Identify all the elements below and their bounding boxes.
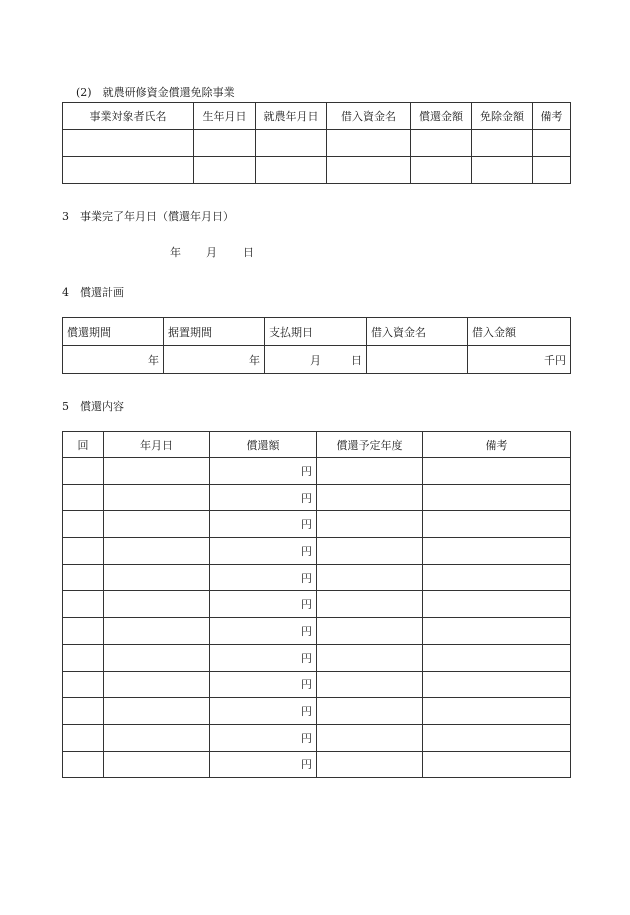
cell[interactable] xyxy=(104,511,210,538)
cell[interactable] xyxy=(63,484,104,511)
cell[interactable] xyxy=(472,157,533,184)
header-loan-fund-name: 借入資金名 xyxy=(367,318,468,346)
header-applicant-name: 事業対象者氏名 xyxy=(63,103,194,130)
cell[interactable] xyxy=(533,130,571,157)
cell[interactable] xyxy=(63,671,104,698)
repayment-amount-cell[interactable]: 円 xyxy=(210,618,317,645)
cell[interactable] xyxy=(104,644,210,671)
cell[interactable] xyxy=(423,511,571,538)
cell[interactable] xyxy=(63,698,104,725)
month-label: 月 xyxy=(310,353,321,367)
header-date: 年月日 xyxy=(104,432,210,458)
repayment-amount-cell[interactable]: 円 xyxy=(210,591,317,618)
cell[interactable] xyxy=(423,564,571,591)
header-scheduled-fiscal-year: 償還予定年度 xyxy=(317,432,423,458)
cell[interactable] xyxy=(317,671,423,698)
cell[interactable] xyxy=(317,484,423,511)
repayment-amount-cell[interactable]: 円 xyxy=(210,751,317,778)
cell[interactable] xyxy=(423,698,571,725)
table-row xyxy=(63,618,571,645)
cell[interactable] xyxy=(533,157,571,184)
cell[interactable] xyxy=(63,591,104,618)
table-row xyxy=(63,751,571,778)
table-row xyxy=(63,346,571,374)
cell[interactable] xyxy=(423,644,571,671)
repayment-plan-table xyxy=(62,317,571,374)
cell[interactable] xyxy=(194,157,256,184)
header-birth-date: 生年月日 xyxy=(194,103,256,130)
cell[interactable] xyxy=(63,157,194,184)
repayment-amount-cell[interactable]: 円 xyxy=(210,564,317,591)
cell[interactable] xyxy=(63,564,104,591)
cell[interactable] xyxy=(423,671,571,698)
table-row xyxy=(63,484,571,511)
grace-period-years[interactable]: 年 xyxy=(164,346,265,374)
cell[interactable] xyxy=(104,458,210,485)
cell[interactable] xyxy=(317,751,423,778)
exemption-table xyxy=(62,102,571,184)
cell[interactable] xyxy=(63,458,104,485)
cell[interactable] xyxy=(104,724,210,751)
cell[interactable] xyxy=(63,644,104,671)
cell[interactable] xyxy=(411,157,472,184)
cell[interactable] xyxy=(423,591,571,618)
header-repayment-amount: 償還金額 xyxy=(411,103,472,130)
cell[interactable] xyxy=(104,538,210,565)
cell[interactable] xyxy=(317,538,423,565)
repayment-amount-cell[interactable]: 円 xyxy=(210,484,317,511)
section-3-heading: 3 事業完了年月日（償還年月日） xyxy=(62,210,234,223)
cell[interactable] xyxy=(411,130,472,157)
repayment-amount-cell[interactable]: 円 xyxy=(210,724,317,751)
table-row xyxy=(63,698,571,725)
header-exemption-amount: 免除金額 xyxy=(472,103,533,130)
table-row xyxy=(63,157,571,184)
header-loan-amount: 借入金額 xyxy=(468,318,571,346)
table-row xyxy=(63,538,571,565)
completion-date xyxy=(0,244,630,258)
header-repayment-amount: 償還額 xyxy=(210,432,317,458)
cell[interactable] xyxy=(423,618,571,645)
cell[interactable] xyxy=(104,698,210,725)
cell[interactable] xyxy=(104,564,210,591)
loan-amount-cell[interactable]: 千円 xyxy=(468,346,571,374)
cell[interactable] xyxy=(423,751,571,778)
day-label: 日 xyxy=(351,353,362,367)
table-row xyxy=(63,724,571,751)
year-label: 年 xyxy=(170,246,181,259)
cell[interactable] xyxy=(194,130,256,157)
cell[interactable] xyxy=(104,591,210,618)
day-label: 日 xyxy=(243,246,254,259)
cell[interactable] xyxy=(317,724,423,751)
cell[interactable] xyxy=(256,130,327,157)
header-loan-fund-name: 借入資金名 xyxy=(327,103,411,130)
cell[interactable] xyxy=(317,564,423,591)
header-remarks: 備考 xyxy=(423,432,571,458)
header-payment-due: 支払期日 xyxy=(265,318,367,346)
section-5-heading: 5 償還内容 xyxy=(62,400,124,413)
loan-fund-name-cell[interactable] xyxy=(367,346,468,374)
table-row xyxy=(63,130,571,157)
table-row xyxy=(63,644,571,671)
header-farming-start-date: 就農年月日 xyxy=(256,103,327,130)
table-row xyxy=(63,591,571,618)
cell[interactable] xyxy=(317,511,423,538)
cell[interactable] xyxy=(423,484,571,511)
header-grace-period: 据置期間 xyxy=(164,318,265,346)
cell[interactable] xyxy=(104,484,210,511)
section-2-heading: (2) 就農研修資金償還免除事業 xyxy=(76,86,235,99)
month-label: 月 xyxy=(206,246,217,259)
cell[interactable] xyxy=(104,751,210,778)
cell[interactable] xyxy=(472,130,533,157)
cell[interactable] xyxy=(63,130,194,157)
table-row xyxy=(63,671,571,698)
cell[interactable] xyxy=(63,724,104,751)
header-repayment-period: 償還期間 xyxy=(63,318,164,346)
cell[interactable] xyxy=(317,458,423,485)
cell[interactable] xyxy=(317,644,423,671)
repayment-amount-cell[interactable]: 円 xyxy=(210,511,317,538)
cell[interactable] xyxy=(63,618,104,645)
cell[interactable] xyxy=(63,751,104,778)
repayment-amount-cell[interactable]: 円 xyxy=(210,538,317,565)
header-installment-number: 回 xyxy=(63,432,104,458)
payment-due-date[interactable] xyxy=(265,346,367,374)
repayment-detail-table xyxy=(62,431,571,778)
repayment-amount-cell[interactable]: 円 xyxy=(210,671,317,698)
cell[interactable] xyxy=(104,671,210,698)
repayment-amount-cell[interactable]: 円 xyxy=(210,458,317,485)
cell[interactable] xyxy=(63,538,104,565)
cell[interactable] xyxy=(256,157,327,184)
table-row xyxy=(63,564,571,591)
cell[interactable] xyxy=(317,698,423,725)
cell[interactable] xyxy=(423,724,571,751)
table-row xyxy=(63,458,571,485)
cell[interactable] xyxy=(317,618,423,645)
cell[interactable] xyxy=(423,538,571,565)
repayment-period-years[interactable]: 年 xyxy=(63,346,164,374)
table-row xyxy=(63,511,571,538)
repayment-amount-cell[interactable]: 円 xyxy=(210,644,317,671)
cell[interactable] xyxy=(423,458,571,485)
cell[interactable] xyxy=(327,130,411,157)
cell[interactable] xyxy=(327,157,411,184)
cell[interactable] xyxy=(63,511,104,538)
cell[interactable] xyxy=(104,618,210,645)
cell[interactable] xyxy=(317,591,423,618)
header-remarks: 備考 xyxy=(533,103,571,130)
section-4-heading: 4 償還計画 xyxy=(62,286,124,299)
repayment-amount-cell[interactable]: 円 xyxy=(210,698,317,725)
